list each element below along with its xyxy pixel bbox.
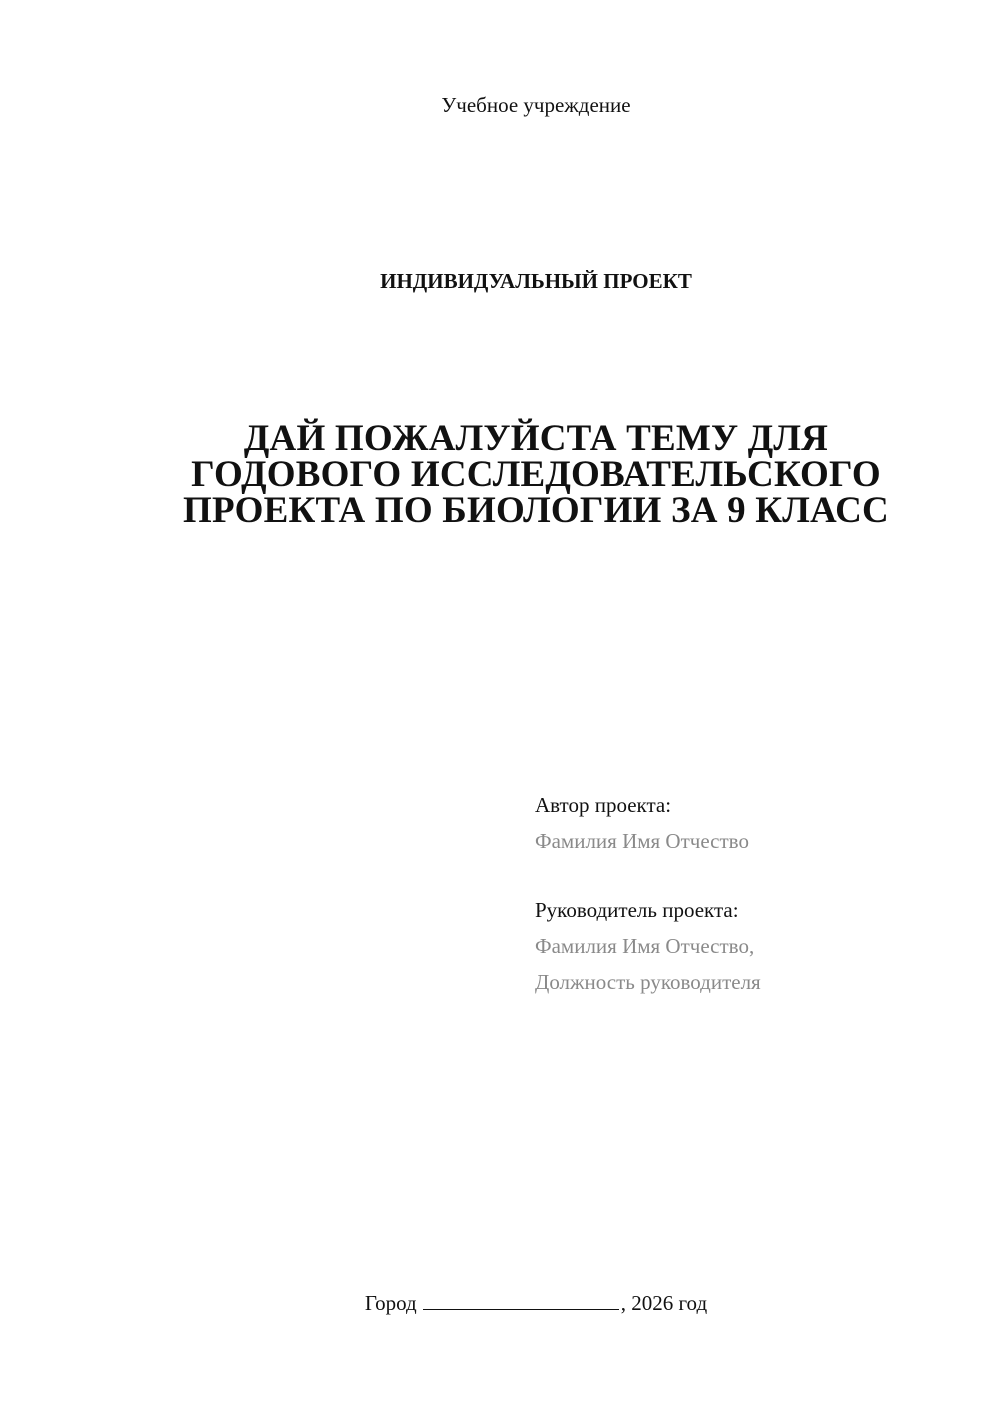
year-text: , 2026 год [620, 1291, 708, 1315]
project-title-line-2: ГОДОВОГО ИССЛЕДОВАТЕЛЬСКОГО [191, 454, 881, 495]
project-title [150, 418, 922, 531]
city-label: Город [364, 1291, 417, 1315]
author-block [535, 787, 955, 859]
supervisor-block [535, 892, 955, 1000]
project-title-line-3: ПРОЕКТА ПО БИОЛОГИИ ЗА 9 КЛАСС [183, 490, 889, 531]
city-blank-line [423, 1289, 619, 1310]
author-label: Автор проекта: [535, 793, 672, 817]
supervisor-label: Руководитель проекта: [535, 898, 739, 922]
city-year-line [0, 1288, 1000, 1318]
institution-name: Учебное учреждение [441, 93, 631, 117]
project-title-line-1: ДАЙ ПОЖАЛУЙСТА ТЕМУ ДЛЯ [243, 418, 829, 459]
supervisor-name: Фамилия Имя Отчество, [535, 934, 755, 958]
author-name: Фамилия Имя Отчество [535, 829, 749, 853]
document-type-heading: ИНДИВИДУАЛЬНЫЙ ПРОЕКТ [380, 269, 692, 293]
supervisor-position: Должность руководителя [535, 970, 761, 994]
